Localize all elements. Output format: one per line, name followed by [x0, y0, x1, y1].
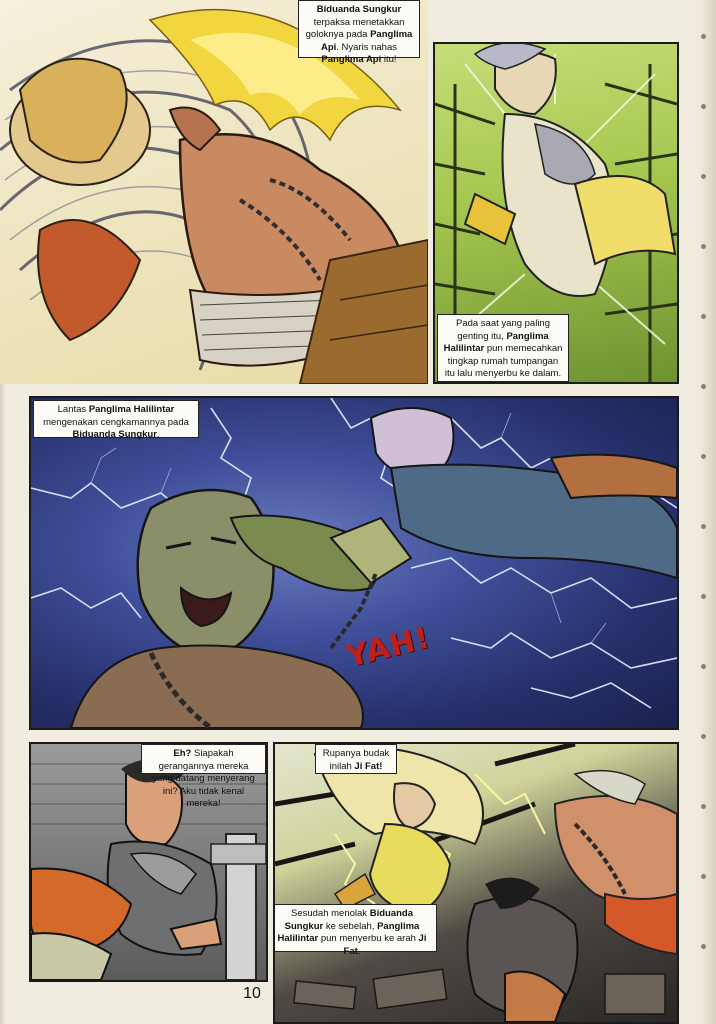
page-edge-right — [694, 0, 716, 1024]
caption-panel-4 — [141, 744, 266, 809]
caption-text-run: Siapakah gerangannya mereka yang datang menyerang ini? Aku tidak kenal mereka! — [152, 748, 255, 809]
caption-text-run: Panglima Halilintar — [443, 330, 549, 354]
caption-text-run: ke sebelah, — [323, 920, 378, 932]
panel-3-art — [31, 398, 677, 728]
caption-panel-1 — [298, 0, 420, 65]
caption-text-run: Biduanda Sungkur — [72, 429, 157, 440]
caption-text-run: . — [156, 429, 160, 440]
caption-text-run: . Nyaris nahas — [336, 41, 398, 53]
caption-text-run: Ji Fat — [343, 933, 427, 957]
panel-4 — [29, 742, 268, 982]
caption-text-run: Ji Fat! — [354, 760, 383, 772]
caption-text-run: Biduanda Sungkur — [284, 908, 413, 932]
caption-text-run: . — [357, 945, 361, 957]
sfx-yah: YAH! — [343, 620, 434, 675]
caption-text-run: pun menyerbu ke arah — [318, 933, 419, 944]
panel-3 — [29, 396, 679, 730]
caption-text-run: Lantas — [57, 404, 89, 415]
caption-text-run: Rupanya budak inilah — [322, 748, 390, 772]
caption-panel-5-bottom — [273, 904, 437, 957]
caption-text-run: itu! — [381, 54, 397, 65]
panel-1 — [0, 0, 428, 384]
caption-text-run: Panglima Halilintar — [277, 920, 420, 944]
caption-text-run: terpaksa menetakkan goloknya pada — [305, 16, 405, 40]
panel-2 — [433, 42, 679, 384]
panel-5 — [273, 742, 679, 1024]
caption-text-run: mengenakan cengkamannya pada — [43, 416, 189, 428]
caption-text-run: Eh? — [173, 748, 192, 759]
caption-panel-3 — [33, 400, 199, 438]
caption-text-run: Panglima Halilintar — [88, 404, 175, 415]
caption-text-run: Panglima Api — [320, 29, 413, 53]
caption-text-run: Biduanda Sungkur — [316, 4, 402, 15]
caption-text-run: Sesudah menolak — [291, 908, 370, 919]
page-number: 10 — [243, 985, 261, 1002]
caption-panel-2 — [437, 314, 569, 382]
panel-5-art — [275, 744, 677, 1022]
caption-text-run: Pada saat yang paling genting itu, — [455, 318, 551, 342]
caption-text-run: pun memecahkan tingkap rumah tumpangan itu lalu menyerbu ke dalam. — [444, 343, 563, 379]
caption-panel-5-top — [315, 744, 397, 774]
caption-text-run: Panglima Api — [321, 54, 382, 65]
